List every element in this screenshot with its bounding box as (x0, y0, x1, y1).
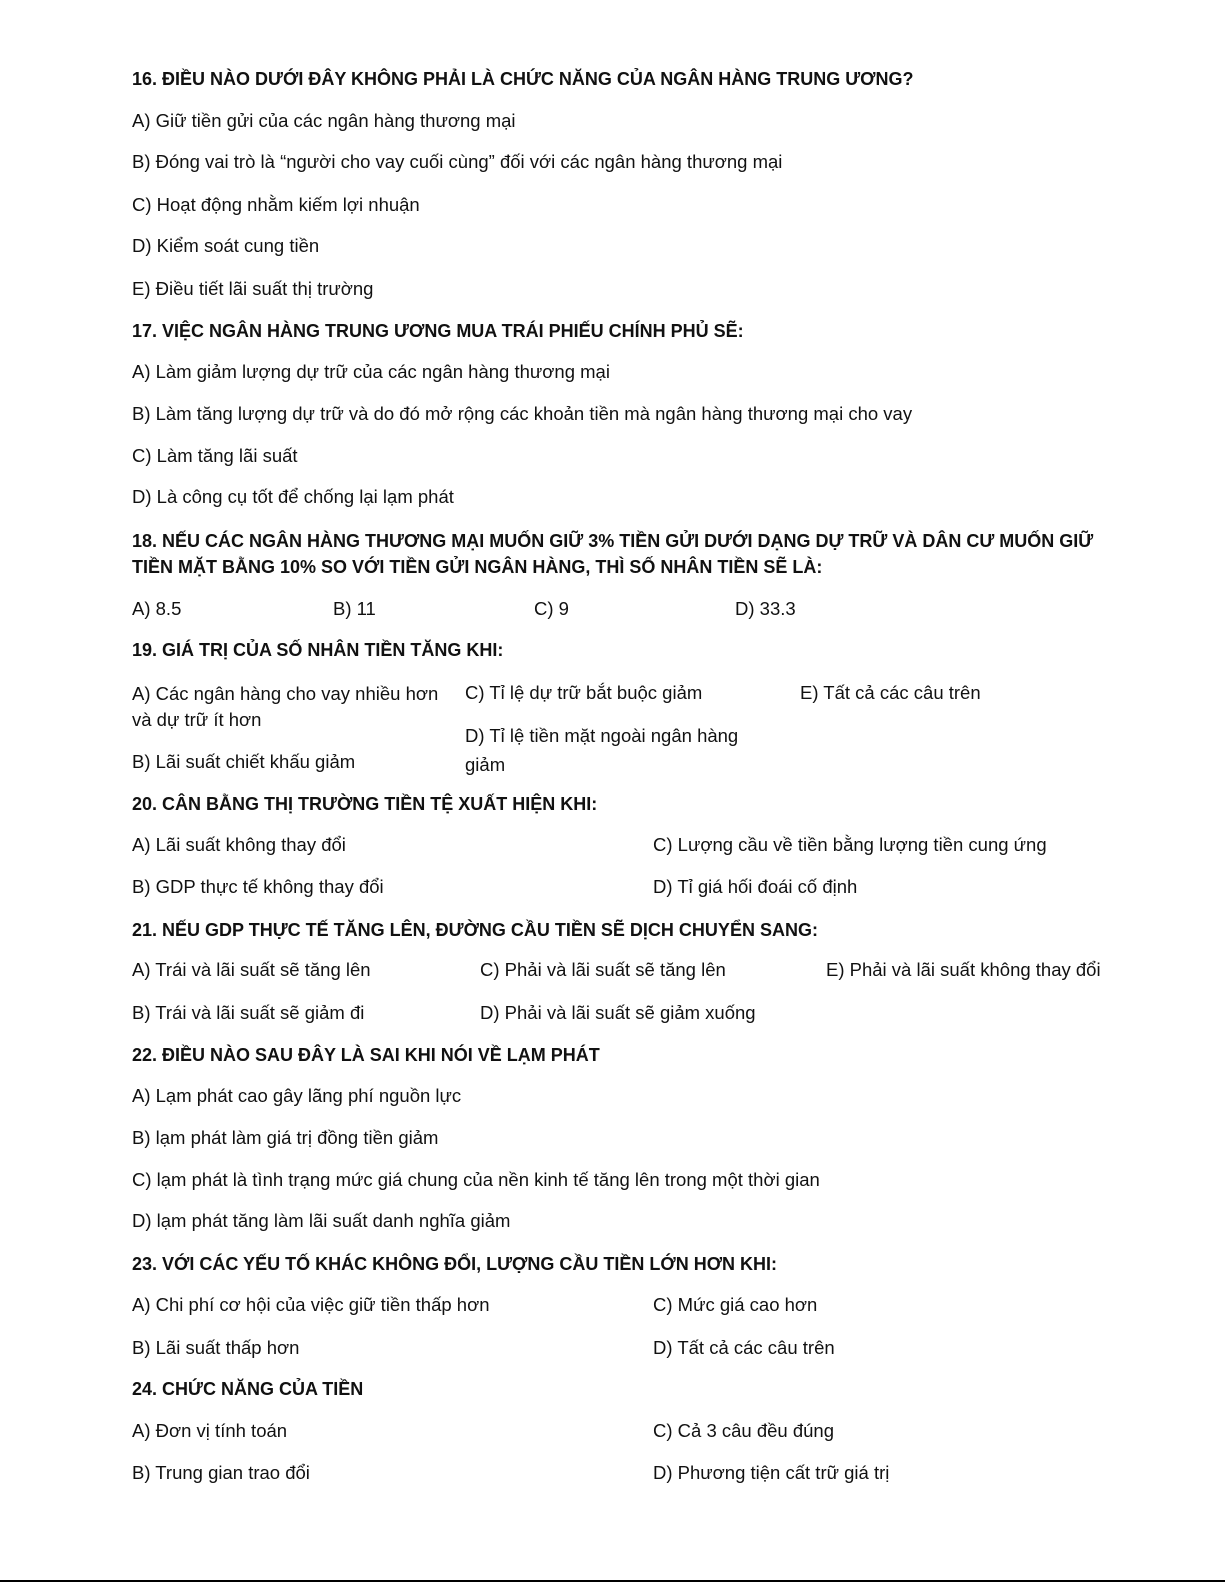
question-18-option-c: C) 9 (534, 598, 569, 619)
question-24-option-c: C) Cả 3 câu đều đúng (653, 1420, 835, 1441)
question-17-option-d: D) Là công cụ tốt để chống lại lạm phát (132, 486, 454, 507)
question-19-option-a: A) Các ngân hàng cho vay nhiều hơn và dự trữ ít hơn (132, 683, 439, 730)
question-20-option-d: D) Tỉ giá hối đoái cố định (653, 876, 858, 897)
question-23-option-b: B) Lãi suất thấp hơn (132, 1337, 300, 1358)
question-24-option-d: D) Phương tiện cất trữ giá trị (653, 1462, 890, 1483)
question-17-option-c: C) Làm tăng lãi suất (132, 445, 298, 466)
question-17-option-b: B) Làm tăng lượng dự trữ và do đó mở rộng các khoản tiền mà ngân hàng thương mại cho vay (132, 403, 913, 424)
question-18-option-b: B) 11 (333, 598, 376, 619)
question-22-title: 22. ĐIỀU NÀO SAU ĐÂY LÀ SAI KHI NÓI VỀ LẠM PHÁT (132, 1045, 600, 1065)
question-22-option-a: A) Lạm phát cao gây lãng phí nguồn lực (132, 1085, 462, 1106)
question-19-option-d: D) Tỉ lệ tiền mặt ngoài ngân hàng giảm (465, 725, 739, 775)
question-18-title-line-1: 18. NẾU CÁC NGÂN HÀNG THƯƠNG MẠI MUỐN GIỮ 3% TIỀN GỬI DƯỚI DẠNG DỰ TRỮ VÀ DÂN CƯ MUỐN GIỮ (132, 531, 1094, 551)
question-24-option-a: A) Đơn vị tính toán (132, 1420, 288, 1441)
question-17-option-a: A) Làm giảm lượng dự trữ của các ngân hàng thương mại (132, 361, 610, 382)
question-23-option-d: D) Tất cả các câu trên (653, 1337, 835, 1358)
question-21-option-e: E) Phải và lãi suất không thay đổi (826, 959, 1101, 980)
question-16-option-b: B) Đóng vai trò là “người cho vay cuối cùng” đối với các ngân hàng thương mại (132, 151, 783, 172)
question-21-title: 21. NẾU GDP THỰC TẾ TĂNG LÊN, ĐƯỜNG CẦU TIỀN SẼ DỊCH CHUYỂN SANG: (132, 920, 818, 940)
question-19-title: 19. GIÁ TRỊ CỦA SỐ NHÂN TIỀN TĂNG KHI: (132, 640, 504, 660)
question-18-option-a: A) 8.5 (132, 598, 182, 619)
question-20-option-a: A) Lãi suất không thay đổi (132, 834, 346, 855)
question-24-title: 24. CHỨC NĂNG CỦA TIỀN (132, 1379, 364, 1399)
question-22-option-b: B) lạm phát làm giá trị đồng tiền giảm (132, 1127, 439, 1148)
question-17-title: 17. VIỆC NGÂN HÀNG TRUNG ƯƠNG MUA TRÁI PHIẾU CHÍNH PHỦ SẼ: (132, 321, 744, 341)
question-16-option-d: D) Kiểm soát cung tiền (132, 235, 320, 256)
question-16-option-a: A) Giữ tiền gửi của các ngân hàng thương mại (132, 110, 516, 131)
question-23-title: 23. VỚI CÁC YẾU TỐ KHÁC KHÔNG ĐỔI, LƯỢNG CẦU TIỀN LỚN HƠN KHI: (132, 1254, 778, 1274)
question-16-title: 16. ĐIỀU NÀO DƯỚI ĐÂY KHÔNG PHẢI LÀ CHỨC NĂNG CỦA NGÂN HÀNG TRUNG ƯƠNG? (132, 69, 914, 89)
question-22-option-d: D) lạm phát tăng làm lãi suất danh nghĩa giảm (132, 1210, 511, 1231)
question-21-option-c: C) Phải và lãi suất sẽ tăng lên (480, 959, 726, 980)
question-20-option-c: C) Lượng cầu về tiền bằng lượng tiền cung ứng (653, 834, 1047, 855)
question-20-option-b: B) GDP thực tế không thay đổi (132, 876, 384, 897)
question-19-option-e: E) Tất cả các câu trên (800, 682, 981, 703)
question-19-option-b: B) Lãi suất chiết khấu giảm (132, 751, 356, 772)
question-21-option-d: D) Phải và lãi suất sẽ giảm xuống (480, 1002, 756, 1023)
page-bottom-rule (0, 1580, 1225, 1582)
question-19-option-c: C) Tỉ lệ dự trữ bắt buộc giảm (465, 682, 703, 703)
question-21-option-a: A) Trái và lãi suất sẽ tăng lên (132, 959, 371, 980)
question-23-option-c: C) Mức giá cao hơn (653, 1294, 818, 1315)
question-16-option-c: C) Hoạt động nhằm kiếm lợi nhuận (132, 194, 420, 215)
question-21-option-b: B) Trái và lãi suất sẽ giảm đi (132, 1002, 365, 1023)
question-20-title: 20. CÂN BẰNG THỊ TRƯỜNG TIỀN TỆ XUẤT HIỆN KHI: (132, 794, 598, 814)
question-24-option-b: B) Trung gian trao đổi (132, 1462, 310, 1483)
question-23-option-a: A) Chi phí cơ hội của việc giữ tiền thấp hơn (132, 1294, 490, 1315)
question-16-option-e: E) Điều tiết lãi suất thị trường (132, 278, 374, 299)
question-22-option-c: C) lạm phát là tình trạng mức giá chung của nền kinh tế tăng lên trong một thời gian (132, 1169, 820, 1190)
question-18-title-line-2: TIỀN MẶT BẰNG 10% SO VỚI TIỀN GỬI NGÂN HÀNG, THÌ SỐ NHÂN TIỀN SẼ LÀ: (132, 557, 823, 577)
question-18-option-d: D) 33.3 (735, 598, 796, 619)
